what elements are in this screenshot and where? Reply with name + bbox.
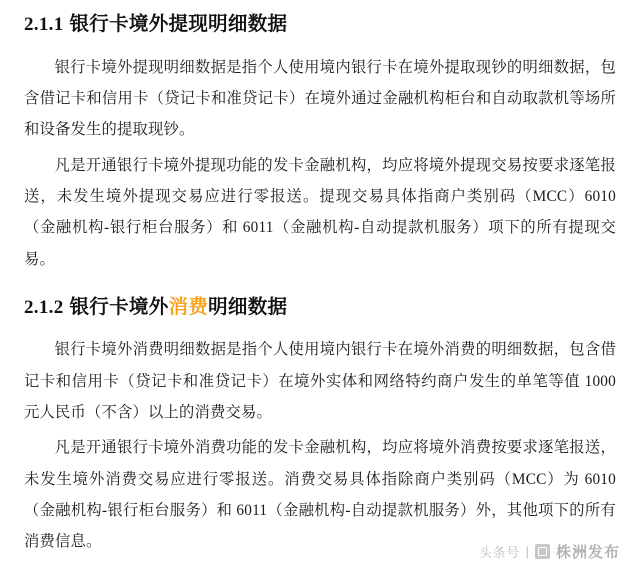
section-heading-2-1-1 (24, 10, 616, 40)
heading-highlight: 消费 (168, 295, 209, 318)
heading-highlight: 提现 (168, 13, 209, 35)
heading-text (24, 10, 616, 40)
heading-suffix: 明细数据 (208, 295, 288, 318)
paragraph: 凡是开通银行卡境外消费功能的发卡金融机构，均应将境外消费按要求逐笔报送，未发生境外消费交易应进行零报送。消费交易具体指除商户类别码（MCC）为 6010（金融机构-银行柜台服务）和 6011（金融机构-自动提款机服务）外，其他项下的所有消费信息。 (24, 439, 616, 551)
watermark-separator: | (525, 544, 529, 559)
watermark (479, 541, 620, 562)
heading-prefix: 银行卡境外 (69, 13, 169, 35)
heading-suffix: 明细数据 (208, 13, 288, 35)
heading-number: 2.1.1 (24, 14, 64, 35)
watermark-logo-icon (535, 544, 550, 559)
section-heading-2-1-2 (24, 293, 616, 323)
heading-prefix: 银行卡境外 (69, 295, 169, 318)
heading-number: 2.1.2 (24, 296, 64, 318)
paragraph: 凡是开通银行卡境外提现功能的发卡金融机构，均应将境外提现交易按要求逐笔报送，未发生境外提现交易应进行零报送。提现交易具体指商户类别码（MCC）6010（金融机构-银行柜台服务）和 6011（金融机构-自动提款机服务）项下的所有提现交易。 (24, 156, 616, 268)
watermark-source-label: 头条号 (479, 545, 520, 560)
paragraph: 银行卡境外提现明细数据是指个人使用境内银行卡在境外提取现钞的明细数据，包含借记卡和信用卡（贷记卡和准贷记卡）在境外通过金融机构柜台和自动取款机等场所和设备发生的提取现钞。 (24, 58, 616, 139)
paragraph: 银行卡境外消费明细数据是指个人使用境内银行卡在境外消费的明细数据，包含借记卡和信用卡（贷记卡和准贷记卡）在境外实体和网络特约商户发生的单笔等值 1000 元人民币（不含）以上的消费交易。 (24, 341, 616, 422)
heading-text (24, 293, 616, 323)
watermark-brand: 株洲发布 (555, 544, 620, 561)
